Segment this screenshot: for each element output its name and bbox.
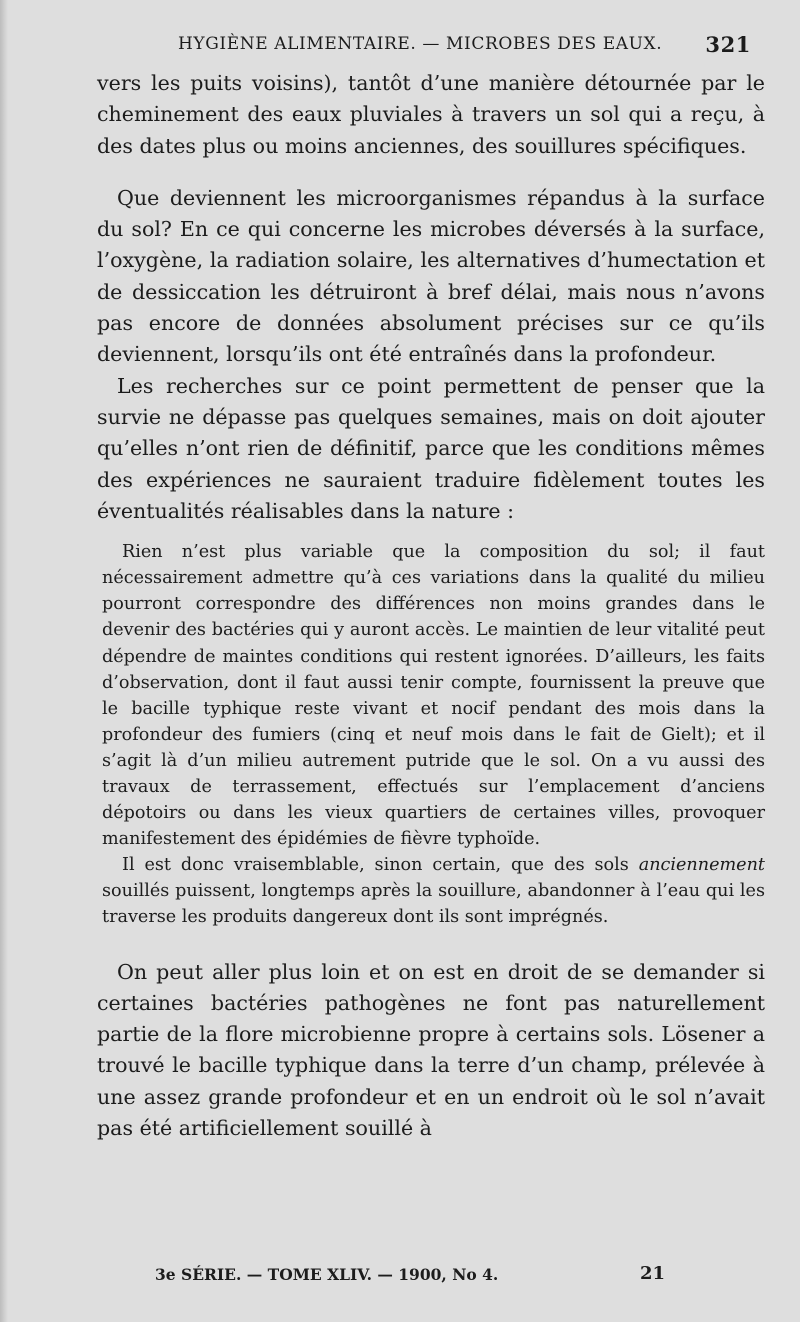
paragraph-pathogens: On peut aller plus loin et on est en droit de se demander si certaines bactéries pathogènes ne font pas naturellement partie de la flore microbienne propre à certains sols. Lösener a trouvé le bacille typhique dans la terre d’un champ, prélevée à une assez grande profondeur et en un endroit où le sol n’avait pas été artificiellement souillé à [97, 959, 765, 1141]
signature-mark: 21 [639, 1263, 665, 1284]
running-title: HYGIÈNE ALIMENTAIRE. — MICROBES DES EAUX. [178, 34, 663, 54]
paragraph-question: Que deviennent les microorganismes répandus à la surface du sol? En ce qui concerne les microbes déversés à la surface, l’oxygène, la radiation solaire, les alternatives d’humectation et de dessiccation les détruiront à bref délai, mais nous n’avons pas encore de données absolument précises sur ce qu’ils deviennent, lorsqu’ils ont été entraînés dans la profondeur. [97, 185, 765, 367]
quote-paragraph-conclusion [102, 852, 765, 930]
quote-italic-word: anciennement [638, 855, 765, 876]
running-head [178, 32, 778, 62]
quote-text-start: Il est donc vraisemblable, sinon certain, que des sols [122, 855, 639, 876]
quote-text-end: souillés puissent, longtemps après la souillure, abandonner à l’eau qui les traverse les produits dangereux dont ils sont imprégnés. [102, 881, 765, 928]
spine-shadow [0, 0, 8, 1322]
series-line: 3e SÉRIE. — TOME XLIV. — 1900, No 4. [155, 1265, 499, 1284]
text-body [97, 68, 765, 1144]
quote-paragraph-soil: Rien n’est plus variable que la composition du sol; il faut nécessairement admettre qu’à ces variations dans la qualité du milieu pourront correspondre des différences non moins grandes dans le devenir des bactéries qui y auront accès. Le maintien de leur vitalité peut dépendre de maintes conditions qui restent ignorées. D’ailleurs, les faits d’observation, dont il faut aussi tenir compte, fournissent la preuve que le bacille typhique reste vivant et nocif pendant des mois dans la profondeur des fumiers (cinq et neuf mois dans le fait de Gielt); et il s’agit là d’un milieu autrement putride que le sol. On a vu aussi des travaux de terrassement, effectués sur l’emplacement d’anciens dépotoirs ou dans les vieux quartiers de certaines villes, provoquer manifestement des épidémies de fièvre typhoïde. [102, 542, 765, 850]
quoted-passage [97, 539, 765, 930]
paragraph-continuation: vers les puits voisins), tantôt d’une manière détournée par le cheminement des eaux pluviales à travers un sol qui a reçu, à des dates plus ou moins anciennes, des souillures spécifiques. [97, 71, 765, 158]
paragraph-research: Les recherches sur ce point permettent de penser que la survie ne dépasse pas quelques semaines, mais on doit ajouter qu’elles n’ont rien de définitif, parce que les conditions mêmes des expériences ne sauraient traduire fidèlement toutes les éventualités réalisables dans la nature : [97, 373, 765, 523]
page-footer [155, 1263, 675, 1291]
page-number: 321 [705, 32, 751, 57]
